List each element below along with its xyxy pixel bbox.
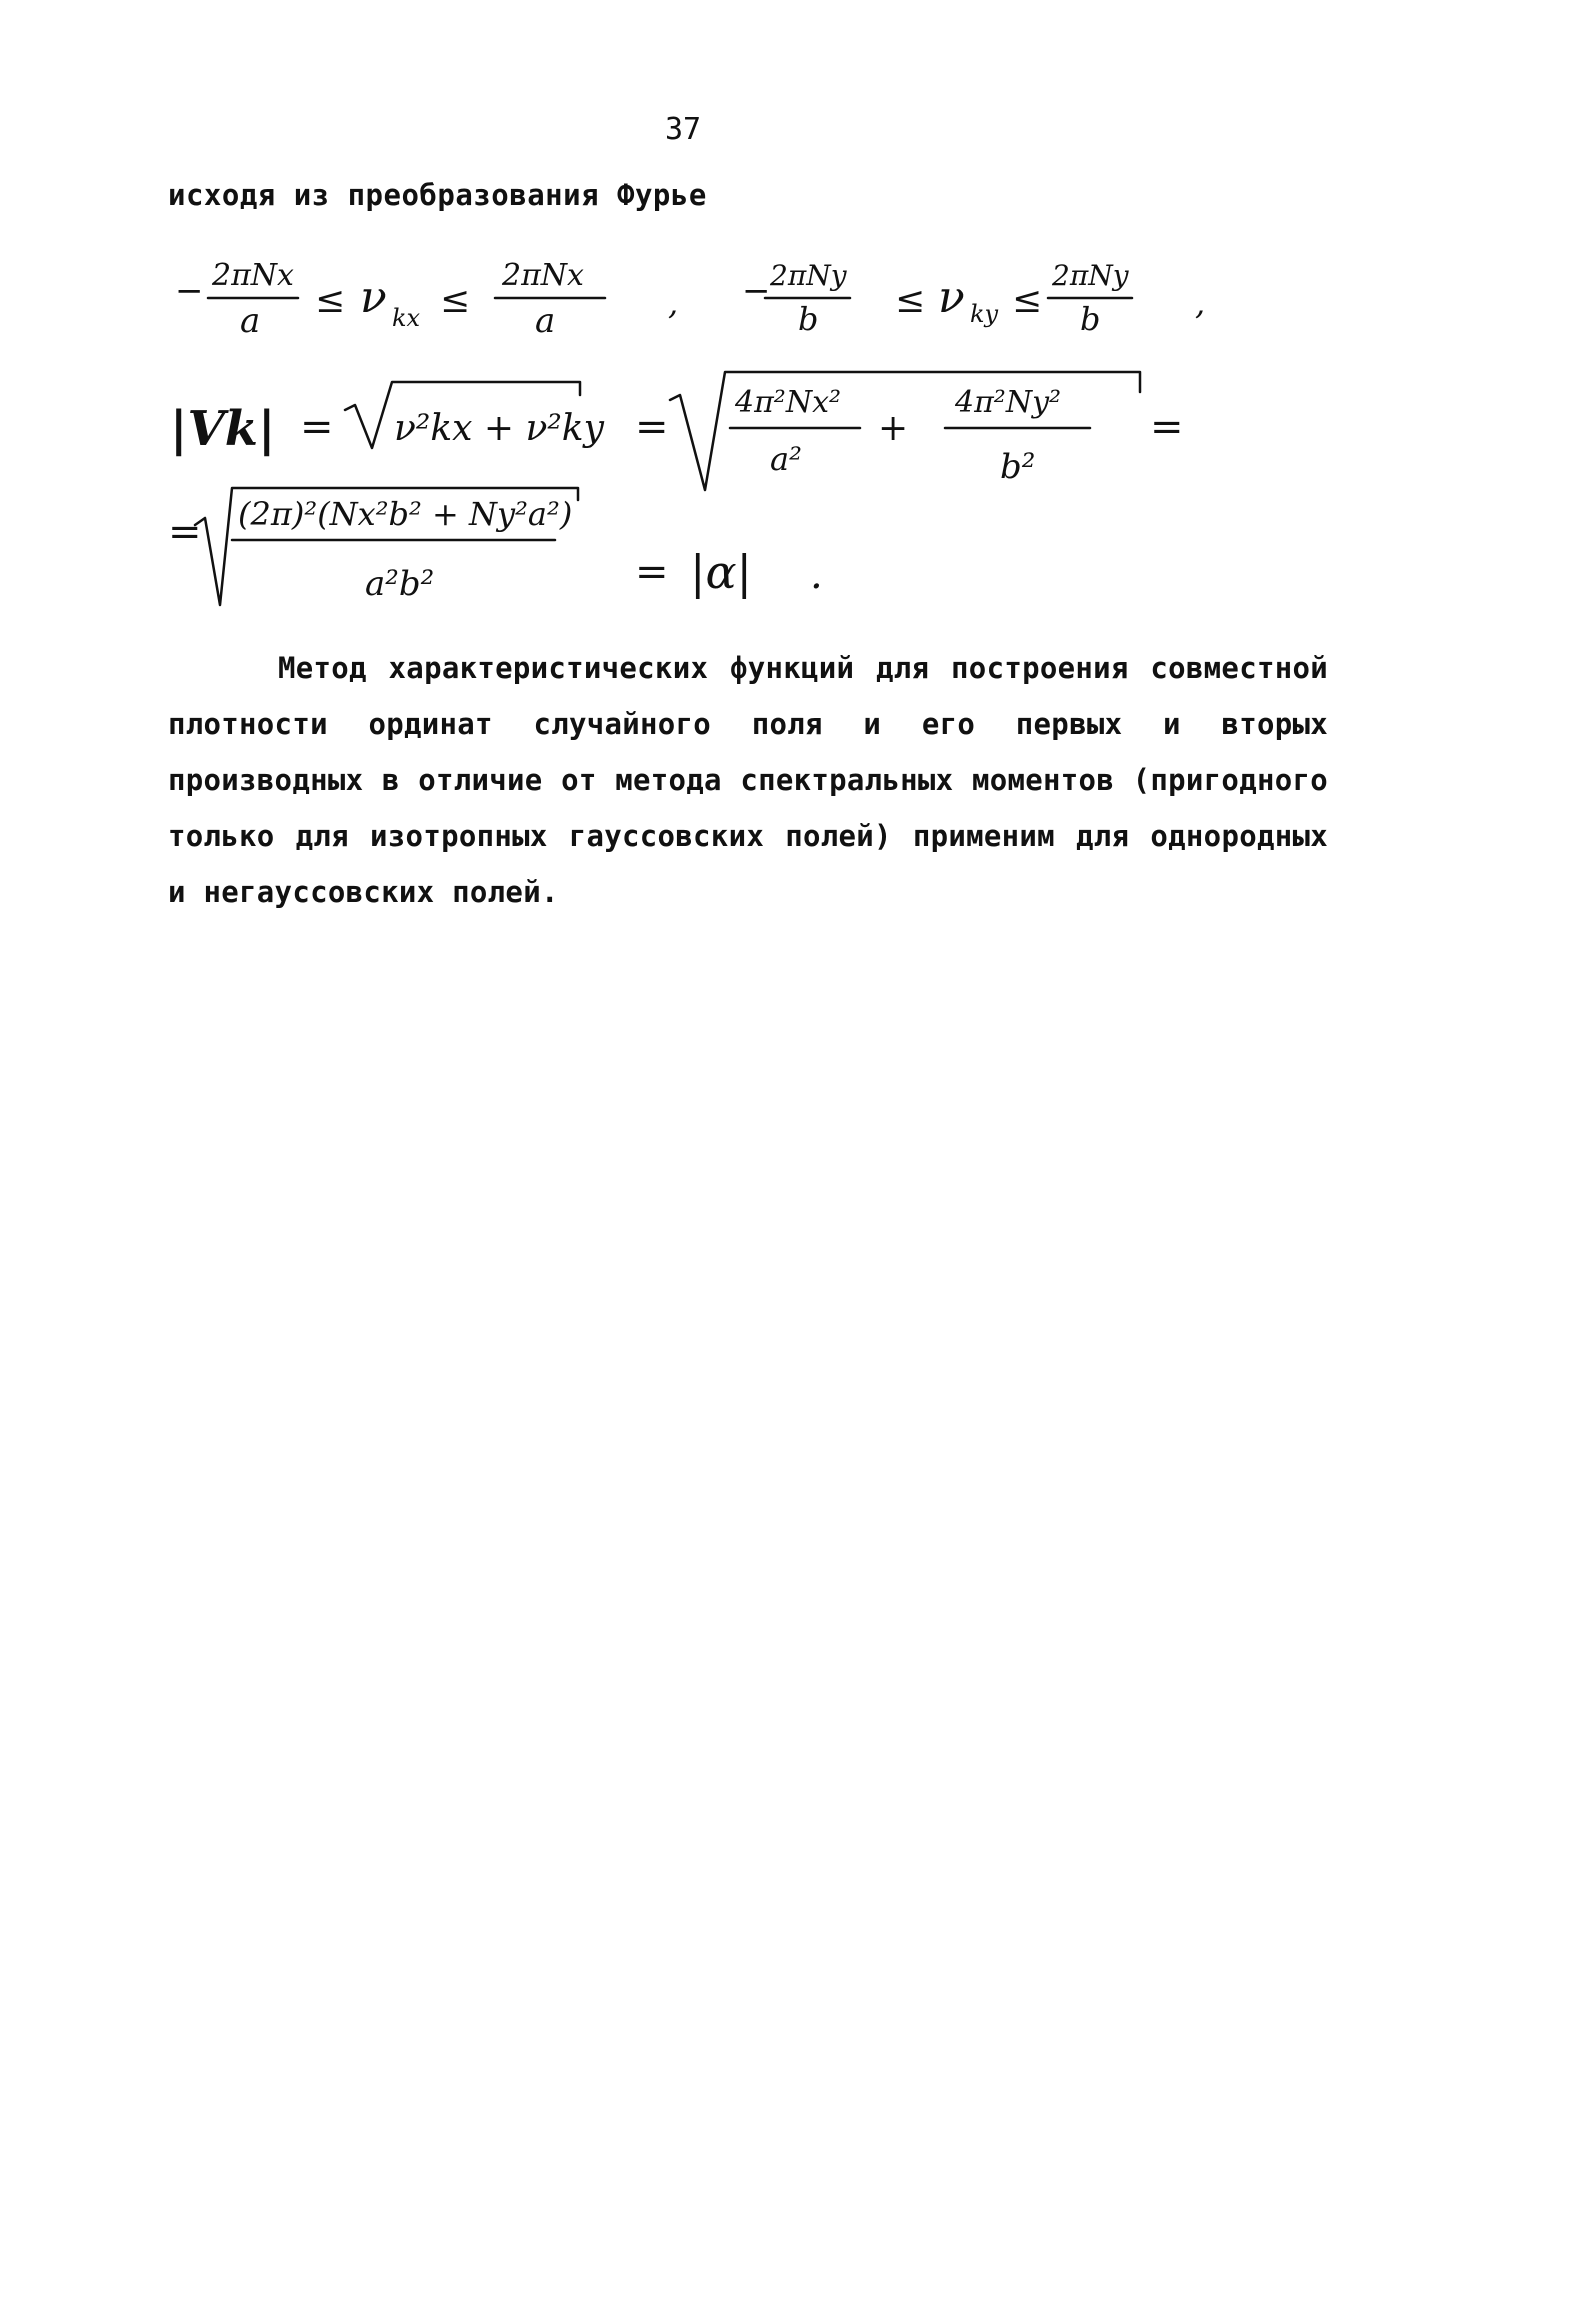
f1-numerator-2: 2πNx bbox=[502, 258, 584, 293]
page-number: 37 bbox=[665, 112, 702, 147]
final-period: . bbox=[810, 552, 823, 598]
sqrt-2-den-1: a² bbox=[770, 440, 802, 478]
f1-denominator-2: a bbox=[535, 301, 556, 341]
f2-minus: − bbox=[742, 271, 771, 311]
formula-block bbox=[0, 0, 1584, 640]
f2-denominator: b bbox=[798, 300, 819, 338]
f1-le-sign: ≤ bbox=[315, 280, 346, 321]
sqrt-2-num-1: 4π²Nx² bbox=[735, 385, 842, 420]
plus-sign: + bbox=[878, 408, 909, 449]
sqrt-3-denominator: a²b² bbox=[365, 564, 435, 604]
equals-5: = bbox=[635, 549, 669, 595]
sqrt-1-content: ν²kx + ν²ky bbox=[394, 408, 604, 449]
f1-minus: − bbox=[175, 271, 204, 311]
comma-1: , bbox=[668, 284, 679, 322]
equals-4: = bbox=[168, 509, 202, 555]
sqrt-2-den-2: b² bbox=[1000, 447, 1036, 487]
comma-2: , bbox=[1195, 284, 1206, 322]
f1-denominator: a bbox=[240, 301, 261, 341]
f2-numerator: 2πNy bbox=[770, 259, 847, 292]
sqrt-2-num-2: 4π²Ny² bbox=[955, 385, 1062, 420]
f2-le-sign-2: ≤ bbox=[1012, 280, 1043, 321]
equals-2: = bbox=[635, 404, 669, 450]
equals-1: = bbox=[300, 404, 334, 450]
intro-text: исходя из преобразования Фурье bbox=[168, 178, 707, 212]
f2-denominator-2: b bbox=[1080, 300, 1101, 338]
f1-nu-sub: kx bbox=[392, 304, 421, 332]
sqrt-3-numerator: (2π)²(Nx²b² + Ny²a²) bbox=[238, 495, 573, 533]
f1-nu: ν bbox=[360, 272, 387, 323]
f2-nu: ν bbox=[938, 272, 965, 323]
f1-le-sign-2: ≤ bbox=[440, 280, 471, 321]
f2-le-sign: ≤ bbox=[895, 280, 926, 321]
f2-nu-sub: ky bbox=[970, 300, 999, 328]
equals-3: = bbox=[1150, 404, 1184, 450]
abs-V: |Vk| bbox=[170, 401, 276, 457]
abs-alpha: |α| bbox=[690, 545, 753, 599]
body-paragraph: Метод характеристических функций для построения совместной плотности ординат случайного поля и его первых и вторых производных в отличие от метода спектральных моментов (пригодного только для изотропных гауссовских полей) применим для однородных и негауссовских полей. bbox=[168, 651, 1328, 909]
f1-numerator: 2πNx bbox=[212, 258, 294, 293]
f2-numerator-2: 2πNy bbox=[1052, 259, 1129, 292]
